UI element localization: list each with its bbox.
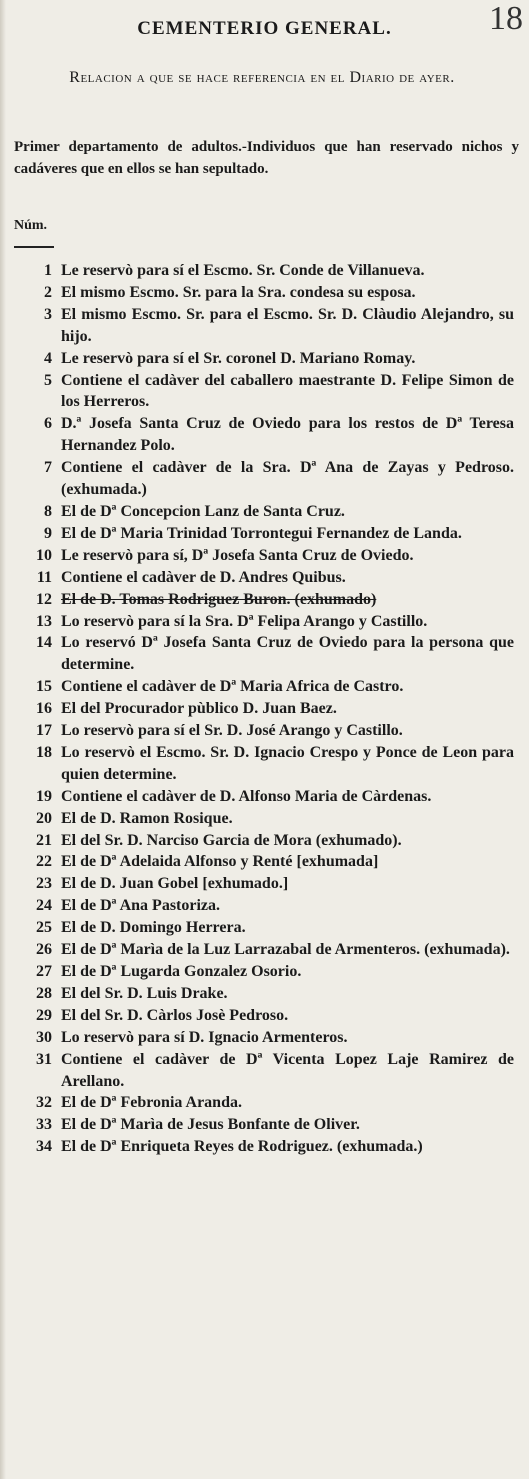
list-item xyxy=(8,983,514,1005)
entry-text: El de D. Juan Gobel [exhumado.] xyxy=(61,875,289,893)
list-item xyxy=(8,545,514,567)
entry-text: Contiene el cadàver del caballero maestrante D. Felipe Simon de los Herreros. xyxy=(61,371,514,411)
entry-number: 12 xyxy=(36,590,52,608)
list-item xyxy=(8,348,514,370)
entry-number: 32 xyxy=(36,1094,52,1112)
list-item xyxy=(8,698,514,720)
list-item xyxy=(8,1092,514,1114)
entry-text: Le reservò para sí el Sr. coronel D. Mariano Romay. xyxy=(61,349,416,367)
entry-number: 33 xyxy=(36,1116,52,1134)
entry-text: El de Dª Marìa de Jesus Bonfante de Oliver. xyxy=(61,1116,360,1134)
entry-number: 24 xyxy=(36,897,52,915)
list-item xyxy=(8,786,514,808)
entry-text: Contiene el cadàver de Dª Maria Africa de Castro. xyxy=(61,678,404,696)
entry-text: El de Dª Concepcion Lanz de Santa Cruz. xyxy=(61,502,345,520)
entry-number: 7 xyxy=(44,459,52,477)
entry-text: El de Dª Lugarda Gonzalez Osorio. xyxy=(61,963,302,980)
entry-text: El de Dª Maria Trinidad Torrontegui Fernandez de Landa. xyxy=(61,524,462,542)
entry-number: 20 xyxy=(36,809,52,827)
list-item xyxy=(8,851,514,873)
list-item xyxy=(8,720,514,742)
list-item xyxy=(8,917,514,939)
entry-text: El del Sr. D. Narciso Garcia de Mora (exhumado). xyxy=(61,831,402,849)
entry-text: Lo reservó Dª Josefa Santa Cruz de Oviedo para la persona que determine. xyxy=(61,634,514,674)
entry-text: El de D. Domingo Herrera. xyxy=(61,919,246,937)
list-item xyxy=(8,589,514,611)
list-item xyxy=(8,501,514,523)
entry-number: 15 xyxy=(36,678,52,696)
entry-number: 18 xyxy=(36,743,52,761)
entry-number: 21 xyxy=(36,831,52,849)
entry-list xyxy=(8,260,514,1158)
list-item xyxy=(8,1027,514,1049)
list-item xyxy=(8,742,514,786)
entry-text: Lo reservò para sí D. Ignacio Armenteros. xyxy=(61,1028,348,1046)
entry-number: 19 xyxy=(36,787,52,805)
list-item xyxy=(8,961,514,983)
entry-number: 28 xyxy=(36,984,52,1002)
entry-text: El de Dª Febronia Aranda. xyxy=(61,1094,242,1112)
entry-number: 30 xyxy=(36,1028,52,1046)
entry-number: 11 xyxy=(36,568,52,586)
entry-number: 22 xyxy=(36,853,52,871)
entry-text: Le reservò para sí, Dª Josefa Santa Cruz de Oviedo. xyxy=(61,546,414,564)
page-title: CEMENTERIO GENERAL. xyxy=(137,18,392,39)
list-item xyxy=(8,611,514,633)
entry-text: D.ª Josefa Santa Cruz de Oviedo para los restos de Dª Teresa Hernandez Polo. xyxy=(61,415,514,455)
entry-text: El de Dª Marìa de la Luz Larrazabal de Armenteros. (exhumada). xyxy=(61,941,510,959)
entry-text: El del Sr. D. Luis Drake. xyxy=(61,984,228,1002)
entry-number: 29 xyxy=(36,1006,52,1024)
entry-text: Le reservò para sí el Escmo. Sr. Conde de Villanueva. xyxy=(61,262,425,279)
entry-text: Lo reservò para sí la Sra. Dª Felipa Arango y Castillo. xyxy=(61,612,428,630)
list-item xyxy=(8,1049,514,1093)
entry-number: 16 xyxy=(36,700,52,718)
entry-number: 2 xyxy=(44,283,52,301)
entry-number: 6 xyxy=(44,415,52,433)
handwritten-page-number: 18 xyxy=(489,0,523,37)
entry-text: Lo reservò el Escmo. Sr. D. Ignacio Crespo y Ponce de Leon para quien determine. xyxy=(61,743,514,783)
entry-number: 26 xyxy=(36,941,52,959)
entry-number: 1 xyxy=(44,262,52,279)
entry-number: 34 xyxy=(36,1138,52,1156)
entry-number: 17 xyxy=(36,722,52,740)
list-item xyxy=(8,457,514,501)
entry-text: El de Dª Enriqueta Reyes de Rodriguez. (exhumada.) xyxy=(61,1138,423,1156)
list-item xyxy=(8,895,514,917)
header-rule xyxy=(14,246,54,248)
list-item xyxy=(8,413,514,457)
entry-text: El de D. Tomas Rodriguez Buron. (exhumado) xyxy=(61,590,377,608)
list-item xyxy=(8,370,514,414)
entry-text: Lo reservò para sí el Sr. D. José Arango y Castillo. xyxy=(61,722,403,740)
entry-text: Contiene el cadàver de D. Alfonso Maria de Càrdenas. xyxy=(61,787,432,805)
number-column-header: Núm. xyxy=(14,218,48,233)
list-item xyxy=(8,676,514,698)
entry-number: 27 xyxy=(36,963,52,980)
entry-text: Contiene el cadàver de la Sra. Dª Ana de Zayas y Pedroso. (exhumada.) xyxy=(61,459,514,499)
list-item xyxy=(8,873,514,895)
entry-text: El de D. Ramon Rosique. xyxy=(61,809,233,827)
list-item xyxy=(8,567,514,589)
entry-text: El mismo Escmo. Sr. para la Sra. condesa su esposa. xyxy=(61,283,416,301)
entry-number: 5 xyxy=(44,371,52,389)
list-item xyxy=(8,939,514,961)
entry-number: 8 xyxy=(44,502,52,520)
list-item xyxy=(8,304,514,348)
entry-number: 3 xyxy=(44,305,52,323)
list-item xyxy=(8,1114,514,1136)
entry-text: El de Dª Ana Pastoriza. xyxy=(61,897,221,915)
list-item xyxy=(8,632,514,676)
entry-text: Contiene el cadàver de D. Andres Quibus. xyxy=(61,568,346,586)
list-item xyxy=(8,830,514,852)
entry-number: 23 xyxy=(36,875,52,893)
entry-number: 9 xyxy=(44,524,52,542)
list-item xyxy=(8,260,514,282)
list-item xyxy=(8,808,514,830)
entry-number: 4 xyxy=(44,349,52,367)
subtitle: Relacion a que se hace referencia en el Diario de ayer. xyxy=(69,69,455,86)
entry-number: 14 xyxy=(36,634,52,652)
entry-number: 25 xyxy=(36,919,52,937)
entry-text: Contiene el cadàver de Dª Vicenta Lopez Laje Ramirez de Arellano. xyxy=(61,1050,514,1090)
entry-text: El de Dª Adelaida Alfonso y Renté [exhumada] xyxy=(61,853,379,871)
list-item xyxy=(8,523,514,545)
entry-text: El del Sr. D. Càrlos Josè Pedroso. xyxy=(61,1006,289,1024)
entry-number: 31 xyxy=(36,1050,52,1068)
list-item xyxy=(8,1136,514,1158)
page-edge-shadow xyxy=(0,0,6,1479)
entry-text: El del Procurador pùblico D. Juan Baez. xyxy=(61,700,337,718)
list-item xyxy=(8,1005,514,1027)
intro-paragraph: Primer departamento de adultos.-Individuos que han reservado nichos y cadáveres que en ellos se han sepultado. xyxy=(14,139,519,177)
list-item xyxy=(8,282,514,304)
entry-number: 10 xyxy=(36,546,52,564)
entry-number: 13 xyxy=(36,612,52,630)
entry-text: El mismo Escmo. Sr. para el Escmo. Sr. D. Clàudio Alejandro, su hijo. xyxy=(61,305,514,345)
